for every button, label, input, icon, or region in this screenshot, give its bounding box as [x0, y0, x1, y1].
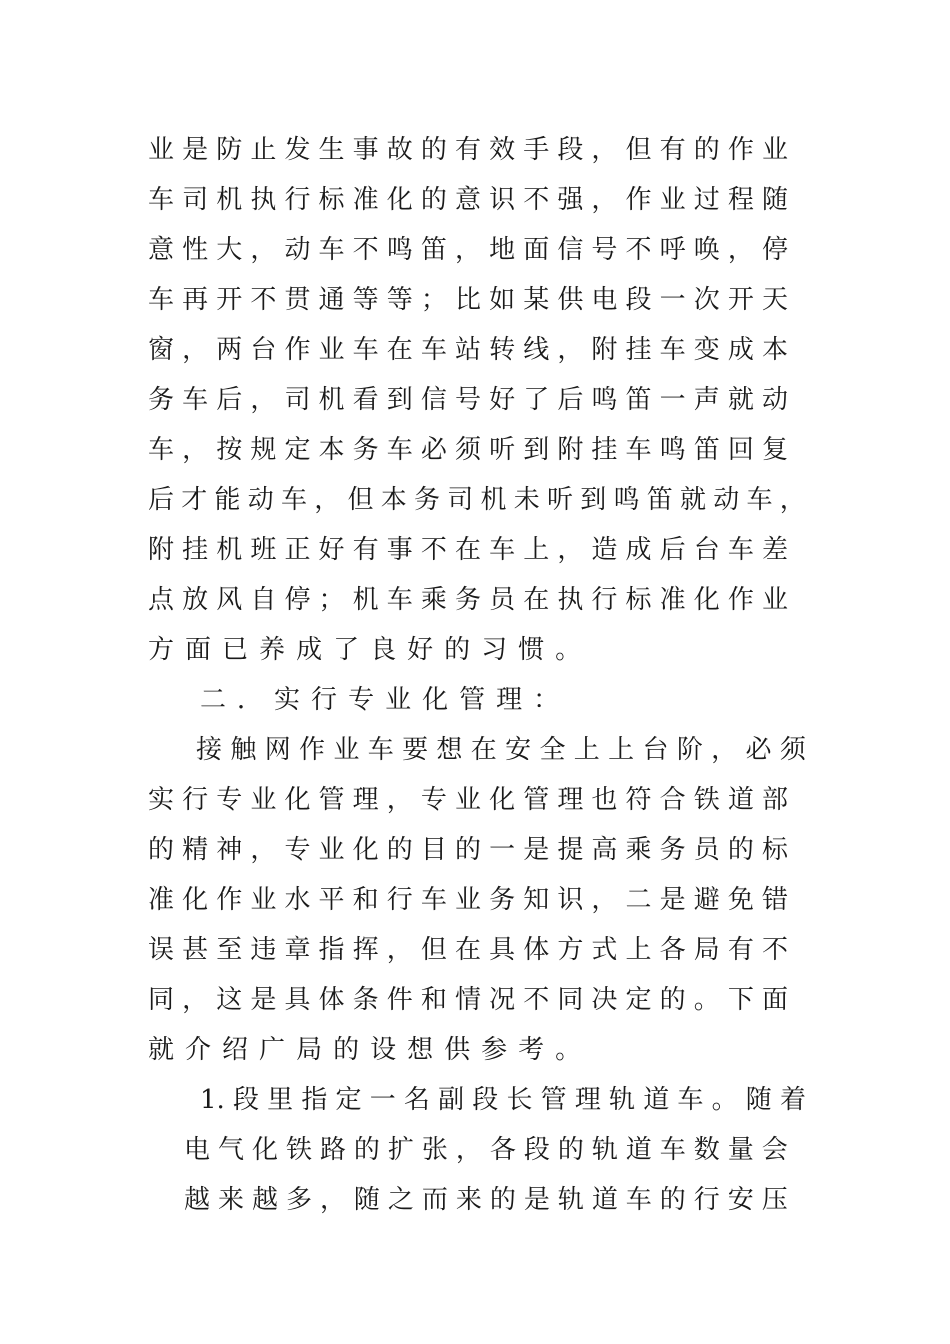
text-line: 准 化 作 业 水 平 和 行 车 业 务 知 识 ， 二 是 避 免 错 [148, 885, 788, 915]
text-line: 务 车 后 ， 司 机 看 到 信 号 好 了 后 鸣 笛 一 声 就 动 [148, 385, 788, 415]
text-line: 车 再 开 不 贯 通 等 等 ； 比 如 某 供 电 段 一 次 开 天 [148, 285, 788, 315]
text-line: 意 性 大 ， 动 车 不 鸣 笛 ， 地 面 信 号 不 呼 唤 ， 停 [148, 235, 788, 265]
text-line: 点 放 风 自 停 ； 机 车 乘 务 员 在 执 行 标 准 化 作 业 [148, 585, 788, 615]
text-line: 附 挂 机 班 正 好 有 事 不 在 车 上 ， 造 成 后 台 车 差 [148, 535, 788, 565]
text-line: 接 触 网 作 业 车 要 想 在 安 全 上 上 台 阶 ， 必 须 [196, 735, 806, 765]
text-line: 误 甚 至 违 章 指 挥 ， 但 在 具 体 方 式 上 各 局 有 不 [148, 935, 788, 965]
text-line: 车 司 机 执 行 标 准 化 的 意 识 不 强 ， 作 业 过 程 随 [148, 185, 788, 215]
text-line: 方 面 已 养 成 了 良 好 的 习 惯 。 [148, 635, 582, 665]
text-line: 电 气 化 铁 路 的 扩 张 ， 各 段 的 轨 道 车 数 量 会 [184, 1135, 788, 1165]
text-line: 后 才 能 动 车 ， 但 本 务 司 机 未 听 到 鸣 笛 就 动 车 ， [148, 485, 806, 515]
text-line: 越 来 越 多 ， 随 之 而 来 的 是 轨 道 车 的 行 安 压 [184, 1185, 788, 1215]
text-line: 实 行 专 业 化 管 理 ， 专 业 化 管 理 也 符 合 铁 道 部 [148, 785, 788, 815]
text-line: 业 是 防 止 发 生 事 故 的 有 效 手 段 ， 但 有 的 作 业 [148, 135, 788, 165]
numbered-item: 1. 段 里 指 定 一 名 副 段 长 管 理 轨 道 车 。 随 着 [200, 1085, 806, 1115]
text-line: 的 精 神 ， 专 业 化 的 目 的 一 是 提 高 乘 务 员 的 标 [148, 835, 788, 865]
text-line: 车 ， 按 规 定 本 务 车 必 须 听 到 附 挂 车 鸣 笛 回 复 [148, 435, 788, 465]
section-heading: 二 ． 实 行 专 业 化 管 理 ： [200, 685, 560, 715]
text-line: 同 ， 这 是 具 体 条 件 和 情 况 不 同 决 定 的 。 下 面 [148, 985, 788, 1015]
text-line: 窗 ， 两 台 作 业 车 在 车 站 转 线 ， 附 挂 车 变 成 本 [148, 335, 788, 365]
text-line: 就 介 绍 广 局 的 设 想 供 参 考 。 [148, 1035, 582, 1065]
